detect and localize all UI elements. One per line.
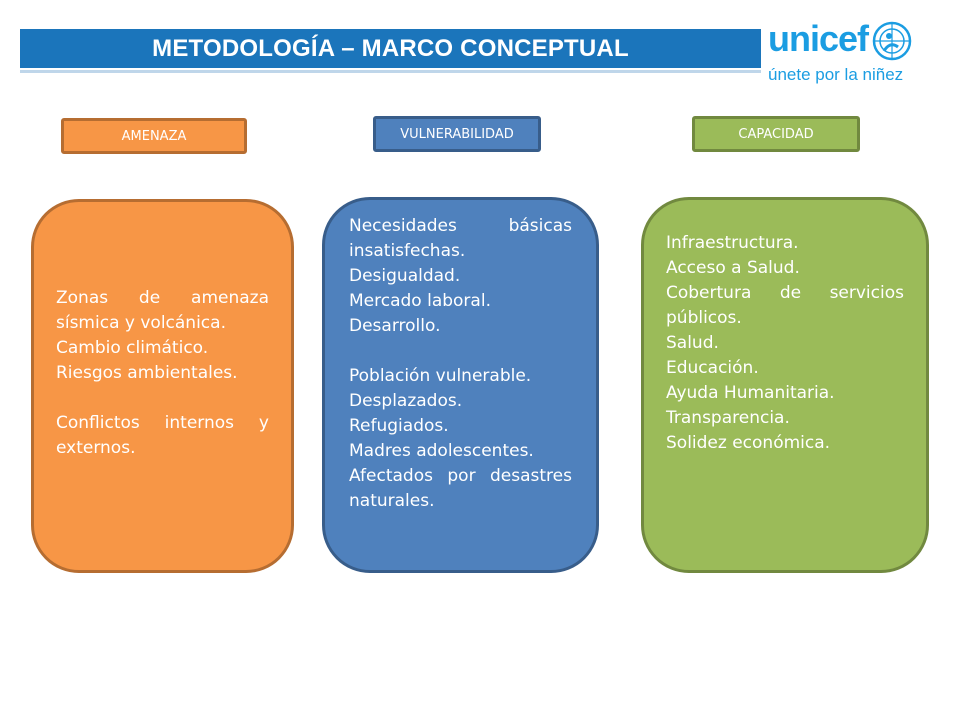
list-item: Solidez económica. (666, 433, 831, 453)
list-item: Población vulnerable. (349, 366, 532, 386)
list-item: Cobertura de servicios públicos. (666, 283, 904, 328)
label-vulnerabilidad-text: VULNERABILIDAD (400, 126, 514, 142)
list-item: Desigualdad. (349, 266, 461, 286)
list-item: Salud. (666, 333, 719, 353)
page-title: METODOLOGÍA – MARCO CONCEPTUAL (152, 34, 629, 62)
list-item: Conflictos internos y externos. (56, 413, 269, 458)
unicef-logo (768, 18, 948, 88)
list-item: Acceso a Salud. (666, 258, 800, 278)
group-gap (56, 386, 269, 411)
list-item: Refugiados. (349, 416, 449, 436)
group-gap (349, 339, 572, 364)
list-item: Mercado laboral. (349, 291, 491, 311)
list-item: Infraestructura. (666, 233, 799, 253)
list-item: Riesgos ambientales. (56, 363, 238, 383)
label-vulnerabilidad (373, 116, 541, 152)
label-capacidad-text: CAPACIDAD (738, 126, 814, 142)
box-capacidad (641, 197, 929, 573)
label-amenaza (61, 118, 247, 154)
unicef-emblem-icon (872, 21, 912, 61)
list-item: Educación. (666, 358, 759, 378)
list-item: Ayuda Humanitaria. (666, 383, 835, 403)
list-item: Cambio climático. (56, 338, 209, 358)
box-vulnerabilidad (322, 197, 599, 573)
list-item: Zonas de amenaza sísmica y volcánica. (56, 288, 269, 333)
logo-wordmark: unicef (768, 18, 869, 59)
list-item: Desplazados. (349, 391, 463, 411)
list-item: Transparencia. (666, 408, 790, 428)
list-item: Desarrollo. (349, 316, 441, 336)
list-item: Madres adolescentes. (349, 441, 534, 461)
label-amenaza-text: AMENAZA (121, 128, 187, 144)
list-item: Necesidades básicas insatisfechas. (349, 216, 572, 261)
label-capacidad (692, 116, 860, 152)
title-divider (20, 70, 761, 73)
title-bar (20, 29, 761, 68)
box-amenaza (31, 199, 294, 573)
logo-tagline: únete por la niñez (768, 65, 904, 84)
list-item: Afectados por desastres naturales. (349, 466, 572, 511)
